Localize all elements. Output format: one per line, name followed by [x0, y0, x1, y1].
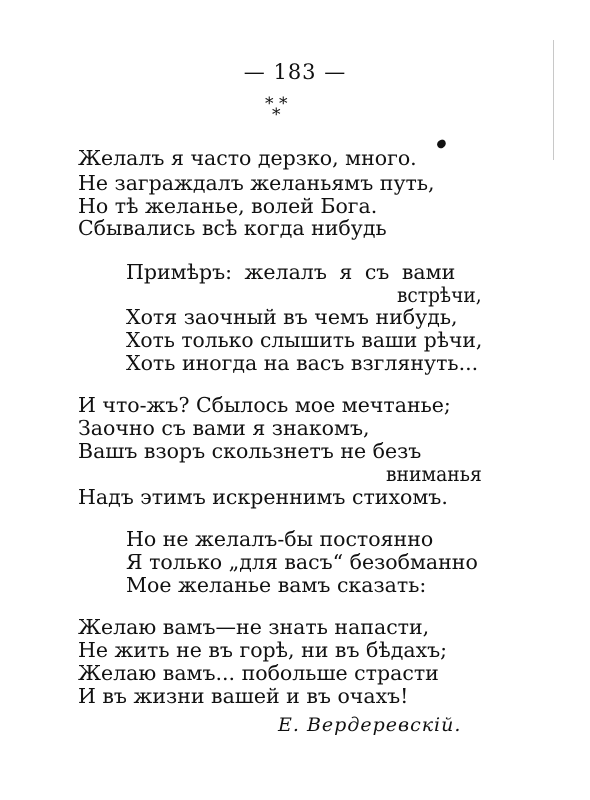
page-edge-shadow — [553, 40, 554, 160]
asterism-star: * — [279, 94, 288, 114]
poem-line-continuation: встрѣчи, — [397, 283, 482, 307]
poem-line: И въ жизни вашей и въ очахъ! — [78, 684, 409, 708]
poem-line: Сбывались всѣ когда нибудь — [78, 216, 387, 240]
poem-line: Заочно съ вами я знакомъ, — [78, 416, 370, 440]
poem-line-continuation: вниманья — [386, 462, 482, 486]
poem-line: Но тѣ желанье, волей Бога. — [78, 194, 378, 218]
poem-line: Хоть только слышить ваши рѣчи, — [126, 328, 483, 352]
asterism-ornament — [255, 96, 295, 126]
poem-line: Желалъ я часто дерзко, много. — [78, 146, 417, 170]
poem-line: Не жить не въ горѣ, ни въ бѣдахъ; — [78, 638, 448, 662]
poem-line: Мое желанье вамъ сказать: — [126, 573, 427, 597]
poem-line: Но не желалъ-бы постоянно — [126, 527, 434, 551]
page-number: — 183 — — [243, 60, 347, 84]
ink-blot — [436, 138, 448, 149]
poem-line: Желаю вамъ—не знать напасти, — [78, 615, 430, 639]
poem-line: И что-жъ? Сбылось мое мечтанье; — [78, 393, 451, 417]
poem-line: Хотя заочный въ чемъ нибудь, — [126, 305, 458, 329]
poem-line: Хоть иногда на васъ взглянуть... — [126, 351, 479, 375]
asterism-star: * — [272, 105, 281, 125]
author-signature: Е. Вердеревскій. — [278, 714, 462, 736]
poem-line: Примѣръ: желалъ я съ вами — [126, 260, 456, 284]
poem-line: Не заграждалъ желаньямъ путь, — [78, 171, 435, 195]
poem-line: Я только „для васъ“ безобманно — [126, 550, 478, 574]
poem-line: Желаю вамъ... побольше страсти — [78, 661, 439, 685]
asterism-star: * — [265, 94, 274, 114]
poem-line: Вашъ взоръ скользнетъ не безъ — [78, 439, 422, 463]
poem-line: Надъ этимъ искреннимъ стихомъ. — [78, 485, 448, 509]
